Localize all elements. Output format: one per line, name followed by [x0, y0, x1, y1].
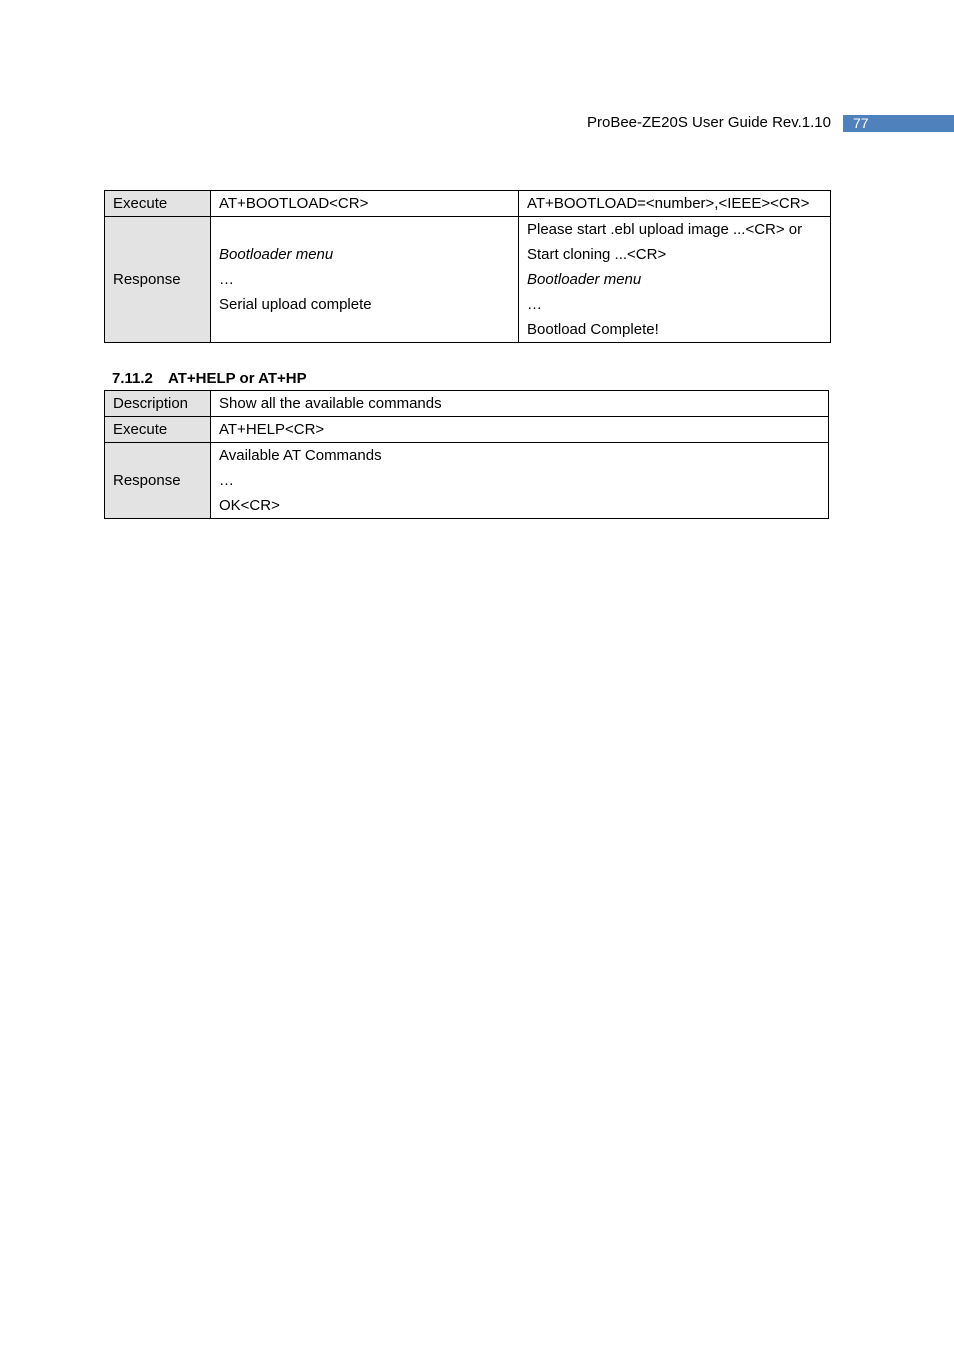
- response-line: [219, 217, 510, 242]
- response-line: Please start .ebl upload image ...<CR> or: [527, 221, 803, 238]
- description-label: Description: [105, 391, 211, 417]
- response-cell-b: [519, 217, 831, 343]
- execute-label: Execute: [105, 191, 211, 217]
- response-line: Serial upload complete: [219, 296, 372, 313]
- page-number: 77: [843, 115, 954, 132]
- response-line: Bootload Complete!: [527, 321, 659, 338]
- section-title: AT+HELP or AT+HP: [168, 370, 307, 387]
- response-line: …: [219, 271, 234, 288]
- response-line: Bootloader menu: [527, 271, 642, 288]
- execute-command-with-params: AT+BOOTLOAD=<number>,<IEEE><CR>: [519, 191, 831, 217]
- response-label: Response: [105, 217, 211, 343]
- section-number: 7.11.2: [112, 370, 153, 387]
- execute-command: AT+HELP<CR>: [211, 417, 829, 443]
- description-value: Show all the available commands: [211, 391, 829, 417]
- response-line: …: [527, 296, 542, 313]
- execute-row: [105, 191, 831, 217]
- execute-row: [105, 417, 829, 443]
- section-heading: [112, 370, 307, 388]
- help-table: [104, 390, 829, 519]
- response-cell-a: [211, 217, 519, 343]
- bootload-table: [104, 190, 831, 343]
- response-line: Start cloning ...<CR>: [527, 246, 667, 263]
- response-line: Bootloader menu: [219, 246, 334, 263]
- response-cell: [211, 443, 829, 519]
- header-title: ProBee-ZE20S User Guide Rev.1.10: [586, 114, 831, 131]
- execute-command: AT+BOOTLOAD<CR>: [211, 191, 519, 217]
- response-line: …: [219, 472, 234, 489]
- response-line: OK<CR>: [219, 497, 280, 514]
- response-row: [105, 217, 831, 343]
- response-row: [105, 443, 829, 519]
- execute-label: Execute: [105, 417, 211, 443]
- response-line: Available AT Commands: [219, 447, 382, 464]
- response-label: Response: [105, 443, 211, 519]
- description-row: [105, 391, 829, 417]
